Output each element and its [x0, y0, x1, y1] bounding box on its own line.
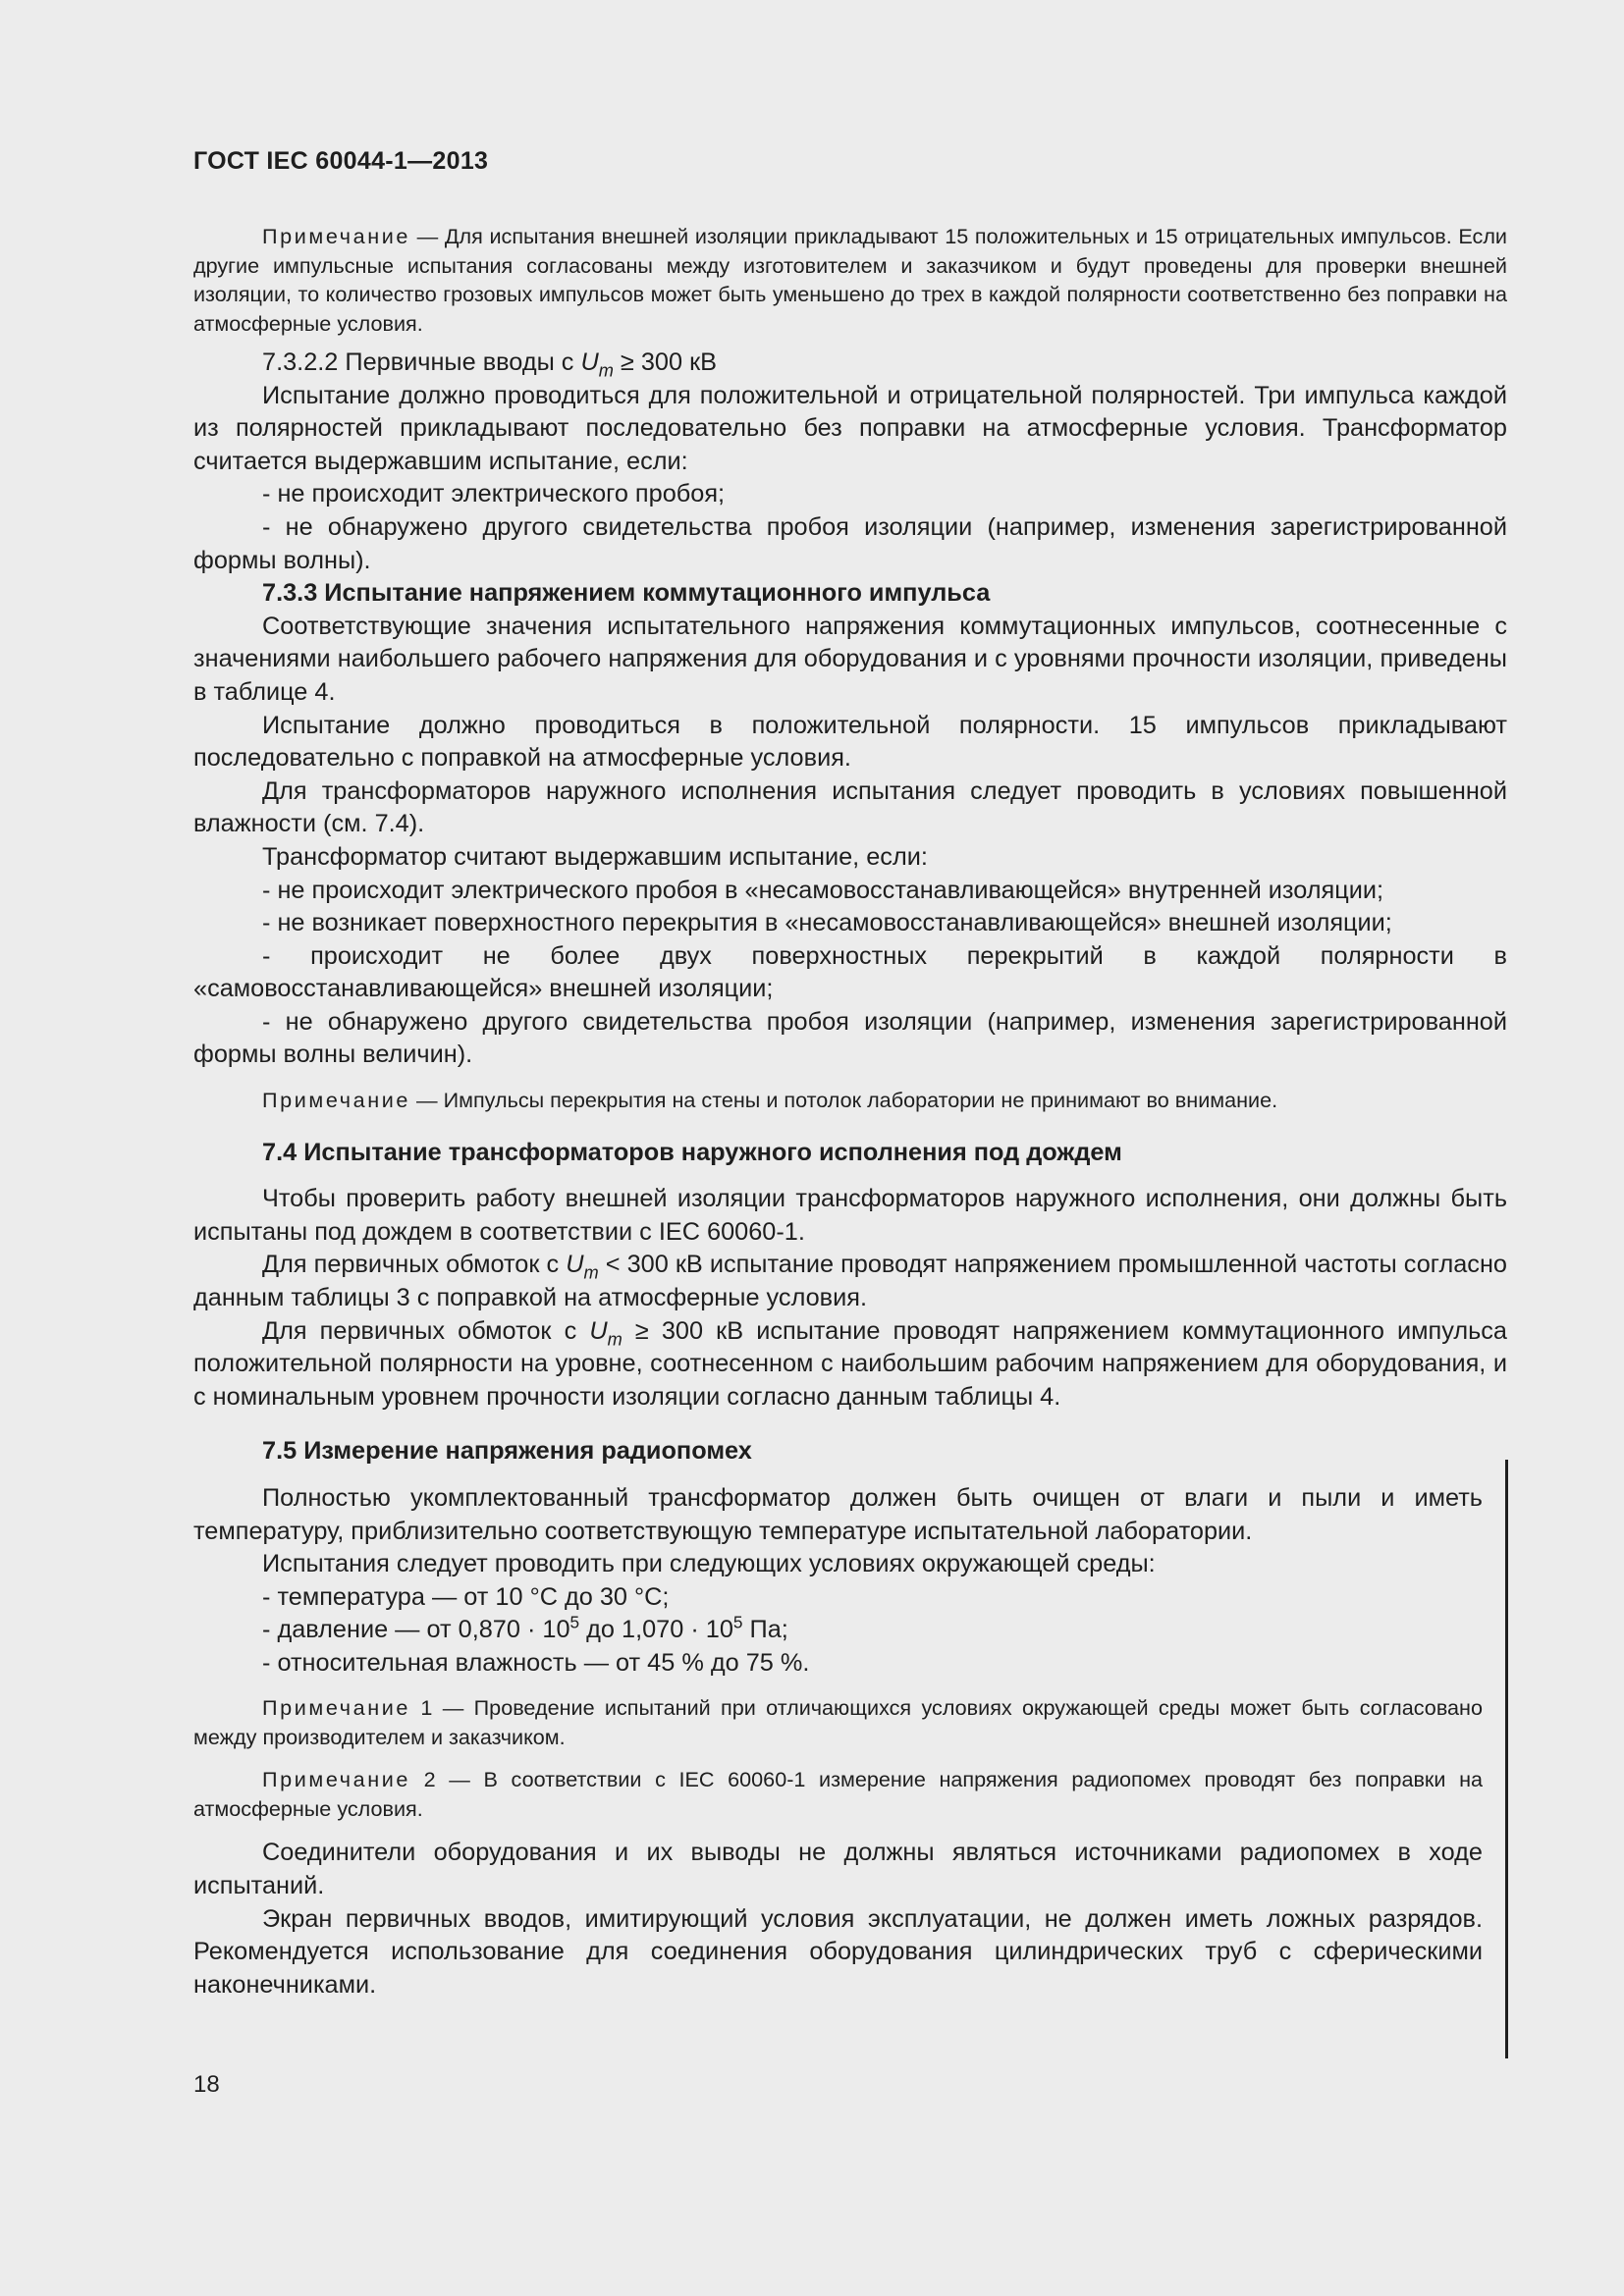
subscript-m: m: [583, 1262, 599, 1283]
text-run: Для первичных обмоток с: [262, 1251, 567, 1279]
note-text: 1 — Проведение испытаний при отличающихся условиях окружающей среды может быть согласовано между производителем и заказчиком.: [193, 1695, 1483, 1749]
symbol-u: U: [589, 1316, 608, 1345]
superscript-5: 5: [569, 1612, 580, 1632]
clause-7-3-2-2-title: [193, 347, 1507, 380]
paragraph: [193, 1315, 1507, 1415]
paragraph: Чтобы проверить работу внешней изоляции трансформаторов наружного исполнения, они должны быть испытаны под дождем в соответствии с IEC 60060-1.: [193, 1185, 1507, 1246]
symbol-u: U: [580, 348, 599, 376]
note-2: [193, 1765, 1483, 1823]
list-item: - происходит не более двух поверхностных перекрытий в каждой полярности в «самовосстанавливающейся» внешней изоляции;: [193, 941, 1507, 1003]
note-paragraph: [193, 1086, 1507, 1115]
paragraph: Экран первичных вводов, имитирующий условия эксплуатации, не должен иметь ложных разрядов. Рекомендуется использование для соединения оборудования цилиндрических труб с сферическими наконечниками.: [193, 1904, 1483, 1999]
text-run: Па;: [742, 1616, 788, 1644]
note-label: Примечание: [262, 1767, 410, 1792]
note-1: [193, 1693, 1483, 1751]
text-run: ≥ 300 кВ испытание проводят напряжением коммутационного импульса положительной полярности на уровне, соотнесенном с наибольшим рабочим напряжением для оборудования, и с номинальным уровнем прочности изоляции согласно данным таблицы 4.: [193, 1316, 1507, 1411]
subscript-m: m: [607, 1328, 623, 1349]
note-text: — Импульсы перекрытия на стены и потолок лаборатории не принимают во внимание.: [410, 1088, 1278, 1113]
text-run: ≥ 300 кВ: [613, 348, 718, 376]
text-run: Для первичных обмоток с: [262, 1316, 590, 1345]
text-run: < 300 кВ испытание проводят напряжением промышленной частоты согласно данным таблицы 3 с поправкой на атмосферные условия.: [193, 1251, 1507, 1311]
paragraph: Соответствующие значения испытательного напряжения коммутационных импульсов, соотнесенные с значениями наибольшего рабочего напряжения для оборудования и с уровнями прочности изоляции, приведены в таблице 4.: [193, 612, 1507, 706]
list-item: - температура — от 10 °С до 30 °С;: [262, 1582, 670, 1611]
paragraph: Испытание должно проводиться для положительной и отрицательной полярностей. Три импульса каждой из полярностей прикладывают последовательно без поправки на атмосферные условия. Трансформатор считается выдержавшим испытание, если:: [193, 381, 1507, 475]
text-run: - давление — от 0,870 · 10: [262, 1616, 570, 1644]
section-heading-7-3-3: 7.3.3 Испытание напряжением коммутационного импульса: [262, 579, 991, 608]
list-item: - относительная влажность — от 45 % до 75 %.: [262, 1648, 810, 1677]
paragraph: Для трансформаторов наружного исполнения испытания следует проводить в условиях повышенной влажности (см. 7.4).: [193, 776, 1507, 838]
paragraph: Полностью укомплектованный трансформатор должен быть очищен от влаги и пыли и иметь температуру, приблизительно соответствующую температуре испытательной лаборатории.: [193, 1483, 1483, 1545]
document-header: ГОСТ IEC 60044-1—2013: [193, 147, 489, 175]
text-run: 7.3.2.2 Первичные вводы с: [262, 348, 581, 376]
page-number: 18: [193, 2071, 220, 2098]
paragraph: Соединители оборудования и их выводы не должны являться источниками радиопомех в ходе испытаний.: [193, 1839, 1483, 1900]
section-heading-7-4: 7.4 Испытание трансформаторов наружного исполнения под дождем: [262, 1138, 1122, 1166]
text-run: до 1,070 · 10: [579, 1616, 733, 1644]
list-item: - не обнаружено другого свидетельства пробоя изоляции (например, изменения зарегистрированной формы волны).: [193, 512, 1507, 574]
list-item: - не возникает поверхностного перекрытия в «несамовосстанавливающейся» внешней изоляции;: [262, 909, 1392, 937]
paragraph: [193, 1249, 1507, 1314]
list-item: - не обнаружено другого свидетельства пробоя изоляции (например, изменения зарегистрированной формы волны величин).: [193, 1007, 1507, 1069]
paragraph: Испытания следует проводить при следующих условиях окружающей среды:: [262, 1550, 1156, 1578]
list-item: - не происходит электрического пробоя в «несамовосстанавливающейся» внутренней изоляции;: [262, 876, 1383, 904]
note-label: Примечание: [262, 1695, 410, 1721]
page-body: [193, 222, 1507, 2002]
note-text: 2 — В соответствии с IEC 60060-1 измерение напряжения радиопомех проводят без поправки на атмосферные условия.: [193, 1767, 1483, 1821]
section-7-5-body: [193, 1482, 1507, 2002]
list-item: [193, 1614, 1483, 1647]
superscript-5: 5: [732, 1612, 743, 1632]
symbol-u: U: [566, 1251, 584, 1279]
list-item: - не происходит электрического пробоя;: [262, 480, 726, 508]
paragraph: Трансформатор считают выдержавшим испытание, если:: [262, 842, 928, 871]
revision-bar: [1505, 1460, 1508, 2058]
section-heading-7-5: 7.5 Измерение напряжения радиопомех: [262, 1437, 752, 1466]
note-label: Примечание: [262, 224, 410, 248]
paragraph: Испытание должно проводиться в положительной полярности. 15 импульсов прикладывают последовательно с поправкой на атмосферные условия.: [193, 711, 1507, 773]
note-label: Примечание: [262, 1088, 410, 1113]
note-paragraph: [193, 222, 1507, 338]
subscript-m: m: [598, 360, 614, 381]
note-text: — Для испытания внешней изоляции прикладывают 15 положительных и 15 отрицательных импульсов. Если другие импульсные испытания согласованы между изготовителем и заказчиком и будут проведены для проверки внешней изоляции, то количество грозовых импульсов может быть уменьшено до трех в каждой полярности соответственно без поправки на атмосферные условия.: [193, 224, 1507, 336]
